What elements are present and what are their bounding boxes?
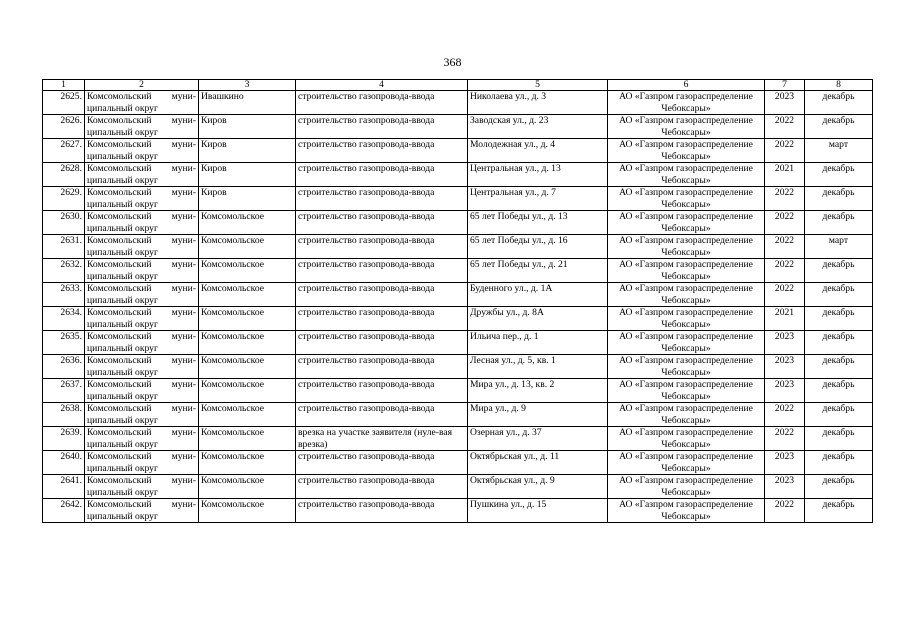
table-row [43, 307, 873, 331]
work-type-cell: строительство газопровода-ввода [296, 355, 468, 379]
work-type-cell: строительство газопровода-ввода [296, 379, 468, 403]
address-cell: Буденного ул., д. 1А [468, 283, 608, 307]
month-cell: декабрь [805, 115, 873, 139]
column-header: 2 [85, 80, 199, 91]
column-header: 4 [296, 80, 468, 91]
work-type-cell: строительство газопровода-ввода [296, 139, 468, 163]
district-cell: Комсомольский муни-ципальный округ [85, 427, 199, 451]
work-type-cell: строительство газопровода-ввода [296, 331, 468, 355]
table-row [43, 163, 873, 187]
work-type-cell: строительство газопровода-ввода [296, 115, 468, 139]
table-row [43, 283, 873, 307]
year-cell: 2022 [765, 211, 805, 235]
month-cell: март [805, 139, 873, 163]
organization-cell: АО «Газпром газораспределение Чебоксары» [608, 163, 765, 187]
table-row [43, 379, 873, 403]
column-number-row [43, 80, 873, 91]
month-cell: декабрь [805, 475, 873, 499]
work-type-cell: строительство газопровода-ввода [296, 475, 468, 499]
work-type-cell: строительство газопровода-ввода [296, 403, 468, 427]
row-number-cell: 2625. [43, 91, 85, 115]
row-number-cell: 2636. [43, 355, 85, 379]
district-cell: Комсомольский муни-ципальный округ [85, 187, 199, 211]
locality-cell: Комсомольское [199, 235, 296, 259]
column-header: 8 [805, 80, 873, 91]
year-cell: 2023 [765, 451, 805, 475]
row-number-cell: 2639. [43, 427, 85, 451]
table-row [43, 427, 873, 451]
year-cell: 2023 [765, 331, 805, 355]
month-cell: декабрь [805, 259, 873, 283]
month-cell: март [805, 235, 873, 259]
district-cell: Комсомольский муни-ципальный округ [85, 283, 199, 307]
address-cell: Николаева ул., д. 3 [468, 91, 608, 115]
table-body [43, 80, 873, 523]
table-row [43, 475, 873, 499]
organization-cell: АО «Газпром газораспределение Чебоксары» [608, 283, 765, 307]
month-cell: декабрь [805, 355, 873, 379]
organization-cell: АО «Газпром газораспределение Чебоксары» [608, 451, 765, 475]
column-header: 1 [43, 80, 85, 91]
address-cell: Мира ул., д. 13, кв. 2 [468, 379, 608, 403]
locality-cell: Киров [199, 115, 296, 139]
table-row [43, 451, 873, 475]
work-type-cell: строительство газопровода-ввода [296, 499, 468, 523]
district-cell: Комсомольский муни-ципальный округ [85, 403, 199, 427]
district-cell: Комсомольский муни-ципальный округ [85, 451, 199, 475]
row-number-cell: 2628. [43, 163, 85, 187]
organization-cell: АО «Газпром газораспределение Чебоксары» [608, 187, 765, 211]
row-number-cell: 2627. [43, 139, 85, 163]
work-type-cell: строительство газопровода-ввода [296, 307, 468, 331]
address-cell: 65 лет Победы ул., д. 16 [468, 235, 608, 259]
locality-cell: Комсомольское [199, 283, 296, 307]
month-cell: декабрь [805, 427, 873, 451]
district-cell: Комсомольский муни-ципальный округ [85, 211, 199, 235]
year-cell: 2022 [765, 187, 805, 211]
district-cell: Комсомольский муни-ципальный округ [85, 91, 199, 115]
district-cell: Комсомольский муни-ципальный округ [85, 499, 199, 523]
year-cell: 2022 [765, 283, 805, 307]
work-type-cell: строительство газопровода-ввода [296, 163, 468, 187]
year-cell: 2023 [765, 475, 805, 499]
address-cell: Озерная ул., д. 37 [468, 427, 608, 451]
organization-cell: АО «Газпром газораспределение Чебоксары» [608, 355, 765, 379]
register-table [42, 79, 873, 523]
locality-cell: Комсомольское [199, 331, 296, 355]
work-type-cell: строительство газопровода-ввода [296, 91, 468, 115]
address-cell: Центральная ул., д. 7 [468, 187, 608, 211]
address-cell: 65 лет Победы ул., д. 13 [468, 211, 608, 235]
locality-cell: Комсомольское [199, 307, 296, 331]
district-cell: Комсомольский муни-ципальный округ [85, 115, 199, 139]
column-header: 6 [608, 80, 765, 91]
year-cell: 2022 [765, 139, 805, 163]
work-type-cell: строительство газопровода-ввода [296, 211, 468, 235]
locality-cell: Комсомольское [199, 403, 296, 427]
organization-cell: АО «Газпром газораспределение Чебоксары» [608, 211, 765, 235]
locality-cell: Киров [199, 163, 296, 187]
organization-cell: АО «Газпром газораспределение Чебоксары» [608, 115, 765, 139]
address-cell: Мира ул., д. 9 [468, 403, 608, 427]
district-cell: Комсомольский муни-ципальный округ [85, 355, 199, 379]
year-cell: 2022 [765, 259, 805, 283]
row-number-cell: 2626. [43, 115, 85, 139]
month-cell: декабрь [805, 331, 873, 355]
address-cell: Центральная ул., д. 13 [468, 163, 608, 187]
page-number: 368 [443, 55, 462, 69]
organization-cell: АО «Газпром газораспределение Чебоксары» [608, 91, 765, 115]
table-row [43, 139, 873, 163]
month-cell: декабрь [805, 187, 873, 211]
locality-cell: Киров [199, 187, 296, 211]
work-type-cell: строительство газопровода-ввода [296, 451, 468, 475]
district-cell: Комсомольский муни-ципальный округ [85, 331, 199, 355]
organization-cell: АО «Газпром газораспределение Чебоксары» [608, 259, 765, 283]
row-number-cell: 2641. [43, 475, 85, 499]
table-row [43, 211, 873, 235]
row-number-cell: 2629. [43, 187, 85, 211]
work-type-cell: врезка на участке заявителя (нуле-вая врезка) [296, 427, 468, 451]
row-number-cell: 2631. [43, 235, 85, 259]
month-cell: декабрь [805, 499, 873, 523]
row-number-cell: 2632. [43, 259, 85, 283]
year-cell: 2023 [765, 379, 805, 403]
year-cell: 2022 [765, 499, 805, 523]
address-cell: Октябрьская ул., д. 11 [468, 451, 608, 475]
locality-cell: Комсомольское [199, 259, 296, 283]
address-cell: Молодежная ул., д. 4 [468, 139, 608, 163]
locality-cell: Комсомольское [199, 499, 296, 523]
locality-cell: Комсомольское [199, 475, 296, 499]
row-number-cell: 2633. [43, 283, 85, 307]
locality-cell: Комсомольское [199, 355, 296, 379]
locality-cell: Комсомольское [199, 427, 296, 451]
year-cell: 2022 [765, 235, 805, 259]
year-cell: 2021 [765, 163, 805, 187]
month-cell: декабрь [805, 403, 873, 427]
address-cell: Лесная ул., д. 5, кв. 1 [468, 355, 608, 379]
table-row [43, 115, 873, 139]
table-row [43, 331, 873, 355]
work-type-cell: строительство газопровода-ввода [296, 283, 468, 307]
row-number-cell: 2630. [43, 211, 85, 235]
organization-cell: АО «Газпром газораспределение Чебоксары» [608, 499, 765, 523]
locality-cell: Комсомольское [199, 211, 296, 235]
locality-cell: Ивашкино [199, 91, 296, 115]
table-row [43, 499, 873, 523]
organization-cell: АО «Газпром газораспределение Чебоксары» [608, 403, 765, 427]
table-row [43, 187, 873, 211]
month-cell: декабрь [805, 307, 873, 331]
address-cell: Пушкина ул., д. 15 [468, 499, 608, 523]
organization-cell: АО «Газпром газораспределение Чебоксары» [608, 139, 765, 163]
work-type-cell: строительство газопровода-ввода [296, 235, 468, 259]
year-cell: 2022 [765, 403, 805, 427]
table-row [43, 355, 873, 379]
row-number-cell: 2635. [43, 331, 85, 355]
locality-cell: Киров [199, 139, 296, 163]
year-cell: 2022 [765, 427, 805, 451]
column-header: 7 [765, 80, 805, 91]
table-row [43, 403, 873, 427]
year-cell: 2023 [765, 355, 805, 379]
address-cell: Октябрьская ул., д. 9 [468, 475, 608, 499]
locality-cell: Комсомольское [199, 451, 296, 475]
row-number-cell: 2634. [43, 307, 85, 331]
month-cell: декабрь [805, 163, 873, 187]
address-cell: Дружбы ул., д. 8А [468, 307, 608, 331]
district-cell: Комсомольский муни-ципальный округ [85, 475, 199, 499]
organization-cell: АО «Газпром газораспределение Чебоксары» [608, 475, 765, 499]
district-cell: Комсомольский муни-ципальный округ [85, 139, 199, 163]
district-cell: Комсомольский муни-ципальный округ [85, 259, 199, 283]
table-row [43, 235, 873, 259]
organization-cell: АО «Газпром газораспределение Чебоксары» [608, 235, 765, 259]
row-number-cell: 2638. [43, 403, 85, 427]
row-number-cell: 2637. [43, 379, 85, 403]
row-number-cell: 2640. [43, 451, 85, 475]
organization-cell: АО «Газпром газораспределение Чебоксары» [608, 307, 765, 331]
address-cell: Заводская ул., д. 23 [468, 115, 608, 139]
month-cell: декабрь [805, 211, 873, 235]
organization-cell: АО «Газпром газораспределение Чебоксары» [608, 427, 765, 451]
address-cell: 65 лет Победы ул., д. 21 [468, 259, 608, 283]
locality-cell: Комсомольское [199, 379, 296, 403]
month-cell: декабрь [805, 283, 873, 307]
year-cell: 2022 [765, 115, 805, 139]
table-row [43, 91, 873, 115]
year-cell: 2023 [765, 91, 805, 115]
organization-cell: АО «Газпром газораспределение Чебоксары» [608, 379, 765, 403]
column-header: 3 [199, 80, 296, 91]
work-type-cell: строительство газопровода-ввода [296, 259, 468, 283]
row-number-cell: 2642. [43, 499, 85, 523]
district-cell: Комсомольский муни-ципальный округ [85, 379, 199, 403]
month-cell: декабрь [805, 451, 873, 475]
organization-cell: АО «Газпром газораспределение Чебоксары» [608, 331, 765, 355]
month-cell: декабрь [805, 91, 873, 115]
district-cell: Комсомольский муни-ципальный округ [85, 163, 199, 187]
work-type-cell: строительство газопровода-ввода [296, 187, 468, 211]
table-row [43, 259, 873, 283]
district-cell: Комсомольский муни-ципальный округ [85, 307, 199, 331]
district-cell: Комсомольский муни-ципальный округ [85, 235, 199, 259]
year-cell: 2021 [765, 307, 805, 331]
month-cell: декабрь [805, 379, 873, 403]
address-cell: Ильича пер., д. 1 [468, 331, 608, 355]
column-header: 5 [468, 80, 608, 91]
